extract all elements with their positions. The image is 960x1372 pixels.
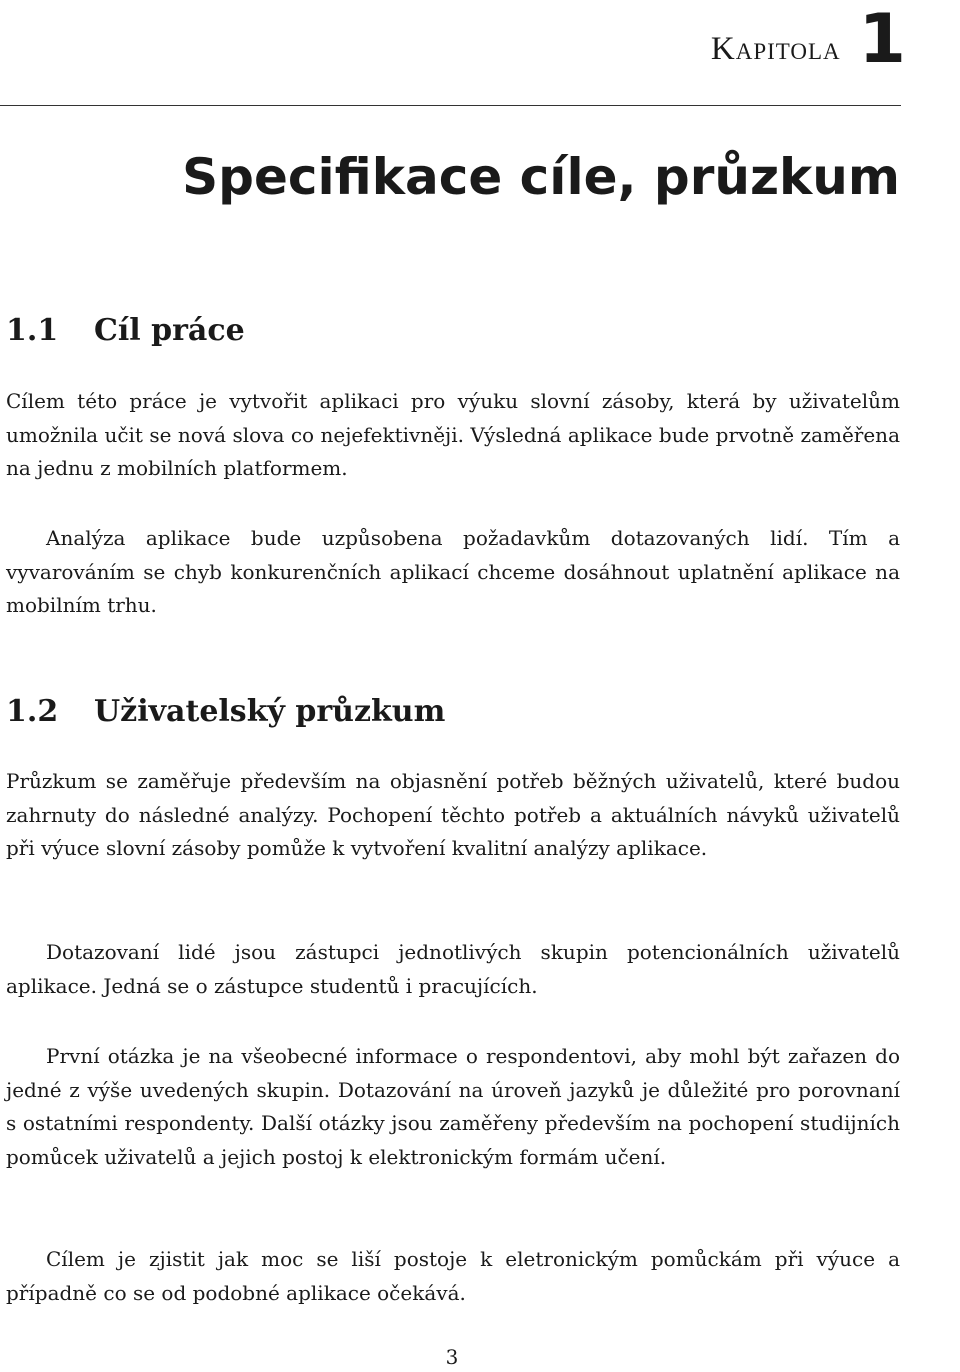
paragraph: Dotazovaní lidé jsou zástupci jednotlivých skupin potencionálních uživatelů aplikace. Jedná se o zástupce studentů i pracujících.	[6, 940, 900, 998]
chapter-rule	[0, 105, 901, 106]
paragraph: Průzkum se zaměřuje především na objasnění potřeb běžných uživatelů, které budou zahrnuty do následné analýzy. Pochopení těchto potřeb a aktuálních návyků uživatelů při výuce slovní zásoby pomůže k vytvoření kvalitní analýzy aplikace.	[6, 769, 900, 860]
section-title: Cíl práce	[94, 313, 245, 348]
paragraph: Cílem této práce je vytvořit aplikaci pro výuku slovní zásoby, která by uživatelům umožnila učit se nová slova co nejefektivněji. Výsledná aplikace bude prvotně zaměřena na jednu z mobilních platformem.	[6, 389, 900, 480]
paragraph: Cílem je zjistit jak moc se liší postoje k eletronickým pomůckám při výuce a případně co se od podobné aplikace očekává.	[6, 1247, 900, 1305]
paragraph: První otázka je na všeobecné informace o respondentovi, aby mohl být zařazen do jedné z výše uvedených skupin. Dotazování na úroveň jazyků je důležité pro porovnaní s ostatními respondenty. Další otázky jsou zaměřeny především na pochopení studijních pomůcek uživatelů a jejich postoj k elektronickým formám učení.	[6, 1044, 900, 1169]
chapter-number: 1	[858, 0, 906, 79]
chapter-label: Kapitola	[710, 31, 841, 67]
section-heading-1-1	[6, 313, 245, 348]
section-heading-1-2	[6, 694, 445, 729]
section-number: 1.2	[6, 694, 59, 729]
paragraph: Analýza aplikace bude uzpůsobena požadavkům dotazovaných lidí. Tím a vyvarováním se chyb konkurenčních aplikací chceme dosáhnout uplatnění aplikace na mobilním trhu.	[6, 526, 900, 617]
section-title: Uživatelský průzkum	[94, 694, 446, 729]
chapter-heading	[710, 0, 906, 79]
page-number: 3	[445, 1345, 459, 1369]
chapter-title: Specifikace cíle, průzkum	[182, 148, 900, 206]
section-number: 1.1	[6, 313, 59, 348]
